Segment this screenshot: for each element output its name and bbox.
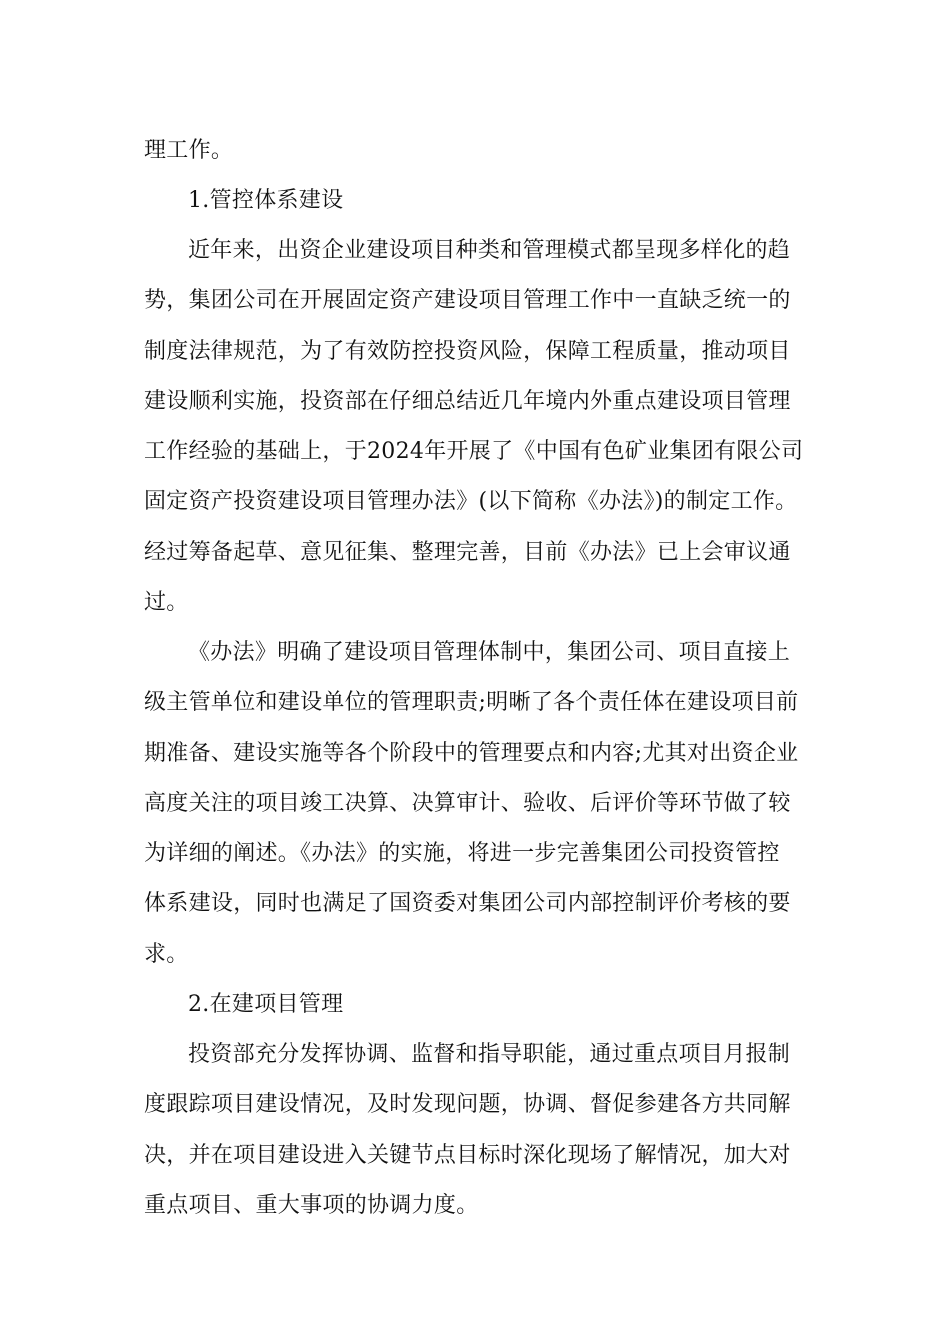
text-line: 经过筹备起草、意见征集、整理完善，目前《办法》已上会审议通 — [144, 540, 791, 565]
text-line: 固定资产投资建设项目管理办法》(以下简称《办法》)的制定工作。 — [144, 489, 798, 514]
section-heading: 2.在建项目管理 — [188, 992, 344, 1017]
text-line: 度跟踪项目建设情况，及时发现问题，协调、督促参建各方共同解 — [144, 1092, 791, 1117]
text-line: 期准备、建设实施等各个阶段中的管理要点和内容;尤其对出资企业 — [144, 741, 799, 766]
section-heading: 1.管控体系建设 — [188, 188, 344, 213]
text-line: 建设顺利实施，投资部在仔细总结近几年境内外重点建设项目管理 — [144, 389, 791, 414]
text-line: 过。 — [144, 590, 189, 615]
text-line: 投资部充分发挥协调、监督和指导职能，通过重点项目月报制 — [188, 1042, 791, 1067]
text-line: 求。 — [144, 942, 189, 967]
text-line: 重点项目、重大事项的协调力度。 — [144, 1193, 479, 1218]
text-line: 体系建设，同时也满足了国资委对集团公司内部控制评价考核的要 — [144, 891, 791, 916]
text-line: 势，集团公司在开展固定资产建设项目管理工作中一直缺乏统一的 — [144, 288, 791, 313]
text-line: 高度关注的项目竣工决算、决算审计、验收、后评价等环节做了较 — [144, 791, 791, 816]
text-line: 决，并在项目建设进入关键节点目标时深化现场了解情况，加大对 — [144, 1143, 791, 1168]
text-line: 《办法》明确了建设项目管理体制中，集团公司、项目直接上 — [188, 640, 791, 665]
text-line: 理工作。 — [144, 138, 234, 163]
text-line: 为详细的阐述。《办法》的实施，将进一步完善集团公司投资管控 — [144, 841, 780, 866]
text-line: 制度法律规范，为了有效防控投资风险，保障工程质量，推动项目 — [144, 339, 791, 364]
text-line: 工作经验的基础上，于2024年开展了《中国有色矿业集团有限公司 — [144, 439, 804, 464]
text-line: 近年来，出资企业建设项目种类和管理模式都呈现多样化的趋 — [188, 238, 791, 263]
text-line: 级主管单位和建设单位的管理职责;明晰了各个责任体在建设项目前 — [144, 690, 799, 715]
